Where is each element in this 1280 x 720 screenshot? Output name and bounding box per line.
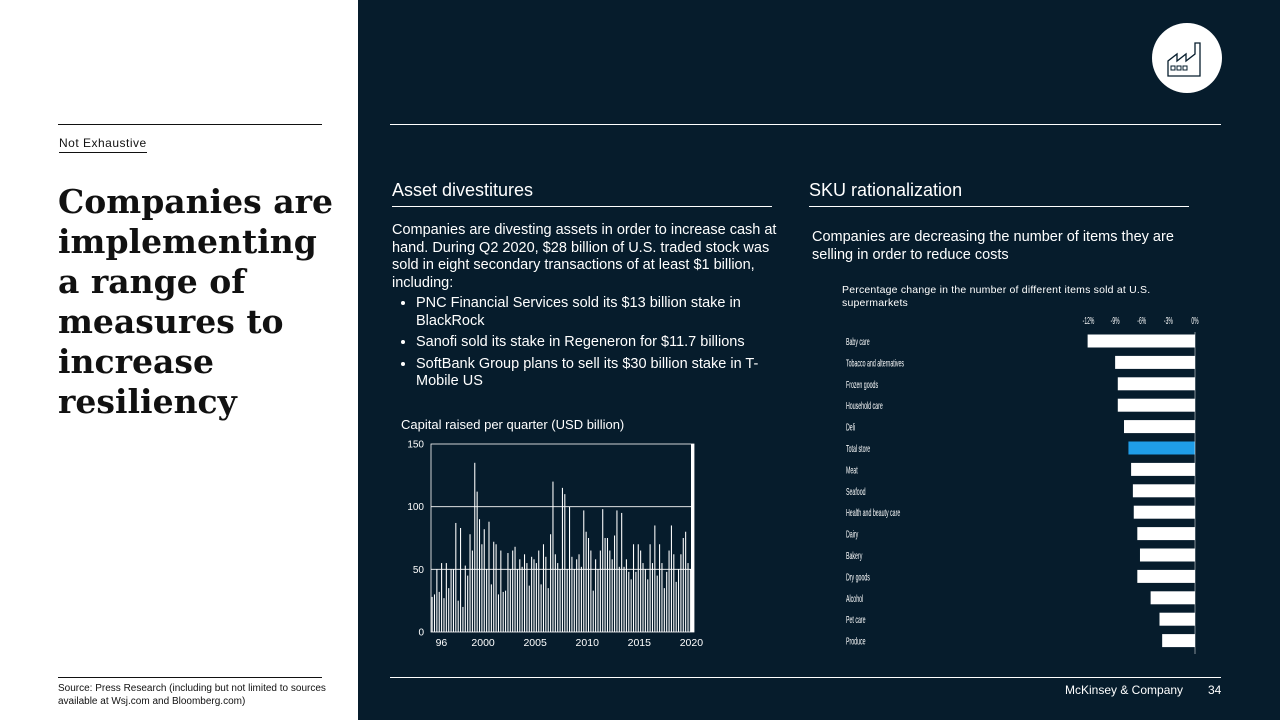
asset-divestitures-body xyxy=(392,222,788,395)
sku-x-tick-label: 0% xyxy=(1191,315,1199,327)
capital-bar xyxy=(531,557,532,632)
capital-x-tick-label: 2000 xyxy=(471,637,495,649)
capital-bar xyxy=(503,592,504,632)
capital-bar xyxy=(533,559,534,632)
capital-bar xyxy=(545,557,546,632)
sku-category-label: Tobacco and alternatives xyxy=(846,356,905,369)
capital-bar xyxy=(581,567,582,632)
sku-bar xyxy=(1088,335,1195,348)
capital-bar xyxy=(564,494,565,632)
capital-bar xyxy=(432,597,433,632)
capital-bar xyxy=(645,569,646,632)
source-note: Source: Press Research (including but not limited to sources available at Wsj.com and Bloomberg.com) xyxy=(58,683,326,707)
capital-bar xyxy=(567,569,568,632)
capital-y-tick-label: 100 xyxy=(407,502,424,514)
capital-bar xyxy=(500,551,501,632)
capital-bar xyxy=(505,591,506,632)
sku-x-tick-label: -9% xyxy=(1110,315,1120,327)
capital-bar xyxy=(462,607,463,632)
capital-bar xyxy=(512,551,513,632)
capital-bar xyxy=(571,557,572,632)
capital-bar xyxy=(678,569,679,632)
capital-bar xyxy=(635,572,636,632)
capital-bar xyxy=(446,563,447,632)
sku-bar xyxy=(1160,613,1196,626)
capital-bar xyxy=(624,567,625,632)
capital-y-tick-label: 150 xyxy=(407,439,424,451)
sku-category-label: Bakery xyxy=(846,548,863,562)
not-exhaustive-tag: Not Exhaustive xyxy=(59,136,147,153)
sku-bar xyxy=(1137,570,1195,583)
capital-bar xyxy=(448,588,449,632)
capital-bar xyxy=(536,563,537,632)
sku-category-label: Seafood xyxy=(846,484,866,498)
capital-bar xyxy=(574,569,575,632)
capital-bar xyxy=(486,569,487,632)
sku-bar xyxy=(1128,442,1195,455)
sku-category-label: Baby care xyxy=(846,334,870,348)
sku-bar xyxy=(1137,527,1195,540)
sku-category-label: Produce xyxy=(846,634,866,648)
capital-bar xyxy=(496,544,497,632)
capital-bar xyxy=(642,563,643,632)
capital-bar xyxy=(455,523,456,632)
capital-bar xyxy=(493,542,494,632)
capital-bar xyxy=(659,544,660,632)
capital-bar xyxy=(477,492,478,632)
capital-bar xyxy=(685,532,686,632)
sku-chart-title: Percentage change in the number of different items sold at U.S. supermarkets xyxy=(842,284,1151,309)
sku-rationalization-body: Companies are decreasing the number of items they are selling in order to reduce costs xyxy=(812,229,1174,263)
capital-bar xyxy=(498,594,499,632)
capital-bar xyxy=(576,559,577,632)
sku-x-tick-label: -12% xyxy=(1082,315,1095,327)
capital-bar xyxy=(529,586,530,632)
capital-bar xyxy=(600,551,601,632)
capital-bar xyxy=(481,544,482,632)
capital-bar xyxy=(557,563,558,632)
capital-y-tick-label: 50 xyxy=(412,564,424,576)
sku-x-tick-label: -6% xyxy=(1137,315,1147,327)
right-panel xyxy=(358,0,1280,720)
capital-bar xyxy=(439,592,440,632)
capital-bar xyxy=(628,572,629,632)
capital-bar xyxy=(609,551,610,632)
capital-bar xyxy=(453,569,454,632)
capital-bar xyxy=(652,563,653,632)
capital-bar xyxy=(510,569,511,632)
capital-bar xyxy=(602,509,603,632)
capital-bar xyxy=(578,554,579,632)
sku-category-label: Alcohol xyxy=(846,591,864,605)
capital-bar xyxy=(583,510,584,632)
capital-bar xyxy=(586,532,587,632)
capital-chart-title: Capital raised per quarter (USD billion) xyxy=(401,417,625,432)
capital-bar xyxy=(669,551,670,632)
capital-x-tick-label: 2010 xyxy=(575,637,599,649)
capital-bar xyxy=(451,569,452,632)
sku-category-label: Dairy xyxy=(846,527,859,541)
sku-bar xyxy=(1118,399,1195,412)
sku-category-label: Deli xyxy=(846,420,856,434)
asset-divestitures-heading: Asset divestitures xyxy=(392,180,772,207)
sku-category-label: Health and beauty care xyxy=(846,506,901,519)
capital-bar xyxy=(614,535,615,632)
capital-bar xyxy=(524,554,525,632)
left-panel xyxy=(0,0,358,720)
capital-bar xyxy=(491,584,492,632)
capital-bar xyxy=(548,588,549,632)
capital-x-tick-label: 2005 xyxy=(523,637,547,649)
capital-bar xyxy=(647,579,648,632)
capital-bar xyxy=(650,544,651,632)
sku-bar xyxy=(1124,420,1195,433)
capital-bar xyxy=(522,567,523,632)
capital-bar xyxy=(661,563,662,632)
capital-bar xyxy=(683,538,684,632)
capital-bar xyxy=(640,551,641,632)
sku-bar xyxy=(1162,634,1195,647)
capital-bar xyxy=(657,576,658,632)
capital-bar xyxy=(633,544,634,632)
capital-bar xyxy=(465,566,466,632)
capital-bar xyxy=(484,529,485,632)
capital-bar xyxy=(441,563,442,632)
capital-bar xyxy=(680,554,681,632)
capital-x-tick-label: 2020 xyxy=(679,637,704,649)
asset-bullet: • PNC Financial Services sold its $13 billion stake in BlackRock xyxy=(416,295,788,330)
capital-bar xyxy=(569,507,570,632)
sku-category-label: Pet care xyxy=(846,613,866,626)
capital-bar xyxy=(638,544,639,632)
capital-bar xyxy=(666,572,667,632)
capital-bar xyxy=(488,522,489,632)
sku-bar xyxy=(1151,591,1195,604)
capital-bar xyxy=(673,554,674,632)
capital-bar xyxy=(474,463,475,632)
capital-bar xyxy=(443,598,444,632)
capital-bar xyxy=(626,559,627,632)
capital-bar xyxy=(687,563,688,632)
capital-bar xyxy=(555,554,556,632)
capital-bar xyxy=(671,525,672,632)
sku-category-label: Frozen goods xyxy=(846,377,879,391)
capital-bar xyxy=(612,559,613,632)
sku-category-label: Household care xyxy=(846,399,883,412)
capital-bar xyxy=(616,510,617,632)
left-bottom-rule xyxy=(58,677,322,678)
asset-bullet: • SoftBank Group plans to sell its $30 billion stake in T-Mobile US xyxy=(416,356,788,391)
capital-bar xyxy=(562,488,563,632)
capital-bar xyxy=(434,594,435,632)
capital-bar xyxy=(458,601,459,632)
sku-bar xyxy=(1115,356,1195,369)
page-number: 34 xyxy=(1208,683,1222,697)
capital-x-tick-label: 2015 xyxy=(627,637,651,649)
sku-bar xyxy=(1118,377,1195,390)
page-title: Companies are implementing a range of measures to increase resiliency xyxy=(58,182,334,421)
capital-bar xyxy=(595,559,596,632)
capital-bar xyxy=(541,584,542,632)
sku-category-label: Total store xyxy=(846,441,871,455)
capital-bar xyxy=(507,553,508,632)
factory-icon xyxy=(1152,23,1222,93)
capital-bar xyxy=(467,576,468,632)
capital-bar xyxy=(654,525,655,632)
capital-bar xyxy=(560,569,561,632)
sku-bar xyxy=(1131,463,1195,476)
capital-bar xyxy=(460,528,461,632)
asset-bullet: • Sanofi sold its stake in Regeneron for $11.7 billions xyxy=(416,334,788,352)
capital-bar xyxy=(607,538,608,632)
sku-rationalization-heading: SKU rationalization xyxy=(809,180,1189,207)
capital-bar xyxy=(631,579,632,632)
footer-brand: McKinsey & Company xyxy=(1065,683,1184,697)
sku-bar xyxy=(1133,484,1195,497)
asset-body-text: Companies are divesting assets in order to increase cash at hand. During Q2 2020, $28 billion of U.S. traded stock was sold in eight secondary transactions of at least $1 billion, including: xyxy=(392,222,777,291)
sku-bar xyxy=(1140,549,1195,562)
capital-bar xyxy=(519,559,520,632)
capital-bar xyxy=(543,544,544,632)
capital-bar xyxy=(515,547,516,632)
capital-bar xyxy=(590,551,591,632)
capital-x-tick-label: 96 xyxy=(435,637,448,649)
capital-bar-latest xyxy=(691,444,694,632)
capital-bar xyxy=(621,513,622,632)
capital-bar xyxy=(517,569,518,632)
capital-bar xyxy=(538,551,539,632)
capital-bar xyxy=(676,582,677,632)
capital-bar xyxy=(664,588,665,632)
sku-change-chart xyxy=(843,310,1203,655)
sku-bar xyxy=(1134,506,1195,519)
capital-bar xyxy=(470,534,471,632)
capital-raised-chart xyxy=(398,436,758,654)
asset-bullet-list xyxy=(392,295,788,391)
capital-bar xyxy=(550,534,551,632)
capital-bar xyxy=(526,563,527,632)
capital-bar xyxy=(436,569,437,632)
left-top-rule xyxy=(58,124,322,125)
capital-y-tick-label: 0 xyxy=(418,627,424,639)
top-divider xyxy=(390,124,1221,125)
sku-category-label: Dry goods xyxy=(846,570,870,583)
capital-bar xyxy=(472,551,473,632)
capital-bar xyxy=(690,569,691,632)
capital-bar xyxy=(597,569,598,632)
capital-bar xyxy=(552,482,553,632)
sku-x-tick-label: -3% xyxy=(1163,315,1173,327)
bottom-divider xyxy=(390,677,1221,678)
capital-bar xyxy=(605,538,606,632)
capital-bar xyxy=(619,567,620,632)
capital-bar xyxy=(588,538,589,632)
sku-category-label: Meat xyxy=(846,463,858,476)
capital-bar xyxy=(593,591,594,632)
capital-bar xyxy=(479,519,480,632)
